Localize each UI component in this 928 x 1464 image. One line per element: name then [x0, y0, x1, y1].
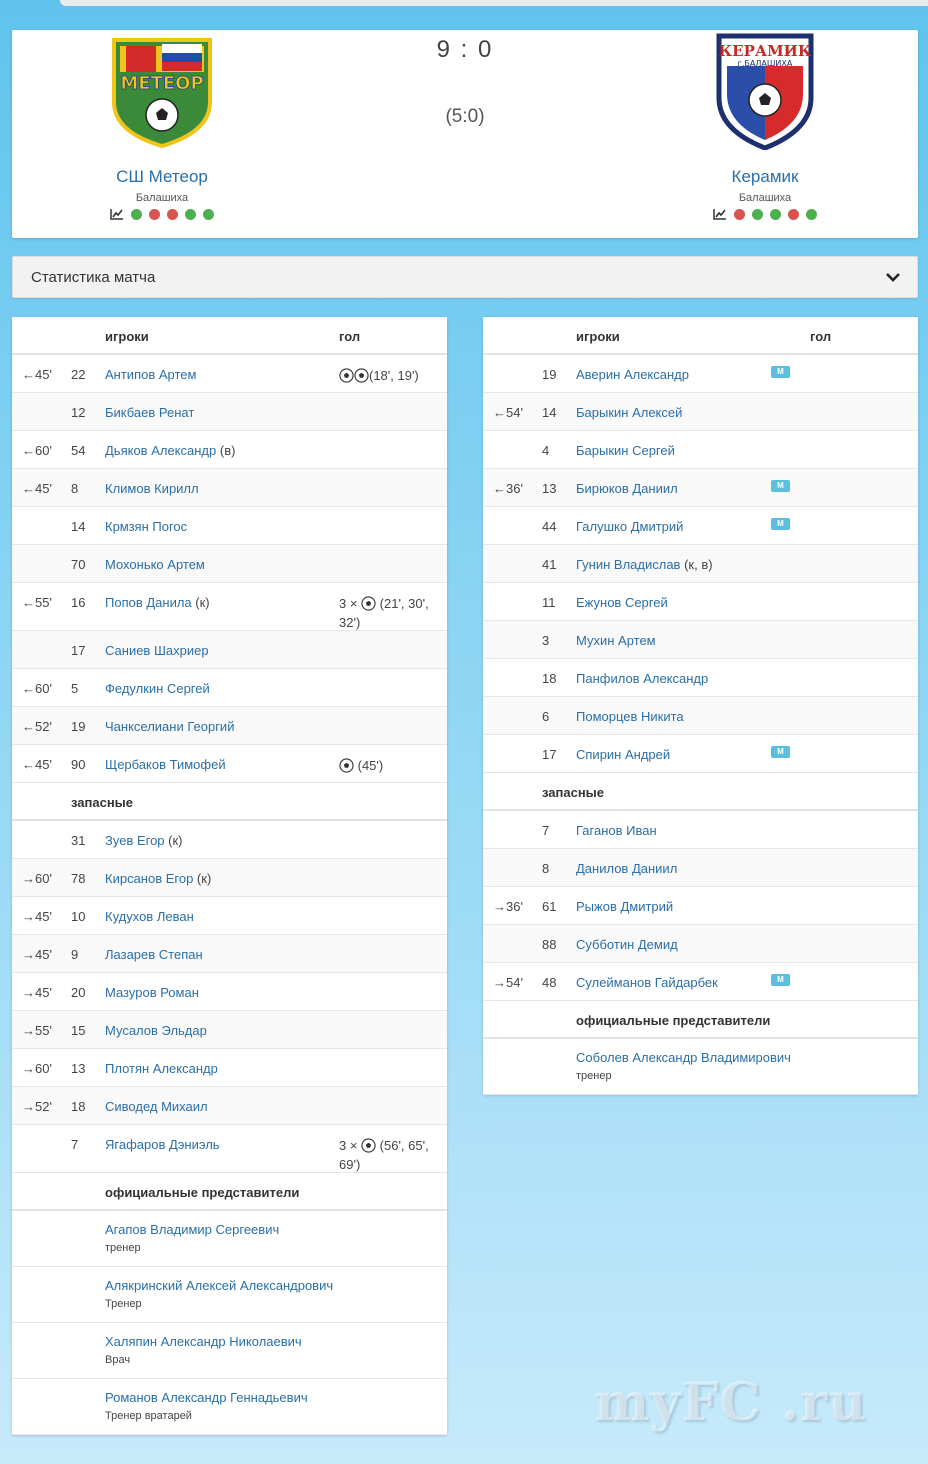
player-number: 22 — [71, 367, 86, 382]
player-row — [483, 545, 918, 583]
medical-badge: М — [771, 518, 790, 530]
staff-name-link[interactable]: Халяпин Александр Николаевич — [105, 1334, 302, 1349]
meteor-logo-icon — [102, 32, 222, 150]
player-name-link[interactable]: Рыжов Дмитрий — [576, 899, 674, 914]
player-name-link[interactable]: Антипов Артем — [105, 367, 197, 382]
match-stats-label: Статистика матча — [31, 269, 156, 286]
player-name-link[interactable]: Ежунов Сергей — [576, 595, 668, 610]
player-row — [483, 507, 918, 545]
player-row — [12, 1125, 447, 1173]
away-lineup-table — [483, 317, 918, 1095]
form-dot — [734, 209, 745, 220]
staff-section-title: официальные представители — [483, 1001, 918, 1039]
player-number: 44 — [542, 519, 557, 534]
player-name-link[interactable]: Крмзян Погос — [105, 519, 188, 534]
player-row — [483, 621, 918, 659]
player-tag: (к) — [193, 871, 212, 886]
player-number: 7 — [71, 1137, 79, 1152]
player-name-link[interactable]: Данилов Даниил — [576, 861, 678, 876]
player-name-link[interactable]: Галушко Дмитрий — [576, 519, 684, 534]
player-number: 20 — [71, 985, 86, 1000]
player-number: 48 — [542, 975, 557, 990]
player-number: 8 — [542, 861, 550, 876]
player-row — [12, 355, 447, 393]
player-number: 4 — [542, 443, 550, 458]
away-team[interactable] — [655, 30, 875, 220]
soccer-ball-icon — [339, 758, 354, 773]
player-row — [12, 973, 447, 1011]
staff-row — [12, 1211, 447, 1267]
substitution-time: ←60' — [22, 681, 52, 696]
substitution-time: →60' — [22, 871, 52, 886]
player-number: 5 — [71, 681, 79, 696]
staff-row — [12, 1323, 447, 1379]
player-number: 17 — [71, 643, 86, 658]
player-name-link[interactable]: Панфилов Александр — [576, 671, 709, 686]
substitution-time: →52' — [22, 1099, 52, 1114]
player-number: 90 — [71, 757, 86, 772]
player-name-link[interactable]: Сулейманов Гайдарбек — [576, 975, 718, 990]
player-row — [483, 697, 918, 735]
substitution-time: ←54' — [493, 405, 523, 420]
player-name-link[interactable]: Кудухов Леван — [105, 909, 194, 924]
player-name-link[interactable]: Поморцев Никита — [576, 709, 684, 724]
player-name-link[interactable]: Климов Кирилл — [105, 481, 199, 496]
player-name-link[interactable]: Сиводед Михаил — [105, 1099, 208, 1114]
player-row — [483, 393, 918, 431]
player-row — [12, 631, 447, 669]
staff-row — [12, 1379, 447, 1435]
player-number: 6 — [542, 709, 550, 724]
player-number: 61 — [542, 899, 557, 914]
player-row — [12, 1087, 447, 1125]
goal-info: 3 × (21', 30', 32') — [339, 596, 429, 630]
player-name-link[interactable]: Барыкин Алексей — [576, 405, 683, 420]
players-column-header: игроки — [576, 329, 620, 344]
player-row — [483, 659, 918, 697]
lineup-header — [483, 317, 918, 355]
player-number: 41 — [542, 557, 557, 572]
player-name-link[interactable]: Саниев Шахриер — [105, 643, 209, 658]
player-number: 14 — [542, 405, 557, 420]
player-row — [12, 707, 447, 745]
player-name-link[interactable]: Лазарев Степан — [105, 947, 203, 962]
soccer-ball-icon — [361, 1138, 376, 1153]
form-dot — [770, 209, 781, 220]
player-name-link[interactable]: Бикбаев Ренат — [105, 405, 195, 420]
substitution-time: →45' — [22, 985, 52, 1000]
subs-section-title: запасные — [483, 773, 918, 811]
player-number: 8 — [71, 481, 79, 496]
substitution-time: ←36' — [493, 481, 523, 496]
medical-badge: М — [771, 974, 790, 986]
player-number: 88 — [542, 937, 557, 952]
player-number: 14 — [71, 519, 86, 534]
player-number: 3 — [542, 633, 550, 648]
player-name-link[interactable]: Субботин Демид — [576, 937, 678, 952]
substitution-time: ←55' — [22, 595, 52, 610]
player-tag: (к) — [191, 595, 210, 610]
player-number: 18 — [542, 671, 557, 686]
player-number: 13 — [542, 481, 557, 496]
player-number: 17 — [542, 747, 557, 762]
player-row — [483, 469, 918, 507]
player-name-link[interactable]: Зуев Егор (к) — [105, 833, 183, 848]
substitution-time: ←60' — [22, 443, 52, 458]
player-name-link[interactable]: Мухин Артем — [576, 633, 656, 648]
player-name-link[interactable]: Плотян Александр — [105, 1061, 218, 1076]
player-number: 15 — [71, 1023, 86, 1038]
player-row — [12, 1011, 447, 1049]
player-name-link[interactable]: Гунин Владислав (к, в) — [576, 557, 713, 572]
player-row — [12, 583, 447, 631]
svg-text:МЕТЕОР: МЕТЕОР — [120, 73, 204, 94]
match-header-card — [12, 30, 918, 238]
player-name-link[interactable]: Аверин Александр — [576, 367, 689, 382]
chevron-down-icon — [885, 270, 901, 284]
player-name-link[interactable]: Спирин Андрей — [576, 747, 671, 762]
staff-name-link[interactable]: Агапов Владимир Сергеевич — [105, 1222, 280, 1237]
player-number: 19 — [542, 367, 557, 382]
player-row — [483, 735, 918, 773]
form-dot — [149, 209, 160, 220]
goal-column-header: гол — [810, 329, 832, 344]
player-tag: (к, в) — [680, 557, 713, 572]
staff-row — [483, 1039, 918, 1095]
player-row — [12, 507, 447, 545]
substitution-time: →45' — [22, 909, 52, 924]
player-row — [483, 583, 918, 621]
substitution-time: ←45' — [22, 367, 52, 382]
player-number: 18 — [71, 1099, 86, 1114]
staff-row — [12, 1267, 447, 1323]
form-dot — [806, 209, 817, 220]
player-row — [483, 887, 918, 925]
soccer-ball-icon — [339, 368, 354, 383]
player-name-link[interactable]: Ягафаров Дэниэль — [105, 1137, 220, 1152]
player-number: 12 — [71, 405, 86, 420]
player-row — [483, 963, 918, 1001]
form-dot — [131, 209, 142, 220]
away-team-name[interactable]: Керамик — [731, 167, 799, 186]
top-strip — [60, 0, 928, 6]
player-name-link[interactable]: Дьяков Александр (в) — [105, 443, 236, 458]
player-name-link[interactable]: Федулкин Сергей — [105, 681, 210, 696]
player-number: 19 — [71, 719, 86, 734]
player-row — [12, 545, 447, 583]
medical-badge: М — [771, 366, 790, 378]
home-form — [52, 208, 272, 220]
goal-info: 3 × (56', 65', 69') — [339, 1138, 429, 1172]
svg-text:КЕРАМИК: КЕРАМИК — [718, 42, 812, 60]
substitution-time: ←52' — [22, 719, 52, 734]
substitution-time: →55' — [22, 1023, 52, 1038]
player-number: 9 — [71, 947, 79, 962]
player-row — [12, 821, 447, 859]
player-row — [12, 469, 447, 507]
substitution-time: →36' — [493, 899, 523, 914]
player-number: 7 — [542, 823, 550, 838]
svg-text:г.БАЛАШИХА: г.БАЛАШИХА — [737, 59, 793, 68]
goal-column-header: гол — [339, 329, 361, 344]
player-name-link[interactable]: Мохонько Артем — [105, 557, 205, 572]
player-number: 70 — [71, 557, 86, 572]
staff-role: тренер — [576, 1070, 612, 1082]
home-lineup-table — [12, 317, 447, 1435]
player-tag: (в) — [216, 443, 236, 458]
staff-name-link[interactable]: Алякринский Алексей Александрович — [105, 1278, 334, 1293]
home-team[interactable] — [52, 30, 272, 220]
player-row — [12, 431, 447, 469]
form-dot — [752, 209, 763, 220]
substitution-time: →60' — [22, 1061, 52, 1076]
players-column-header: игроки — [105, 329, 149, 344]
trend-chart-icon[interactable] — [713, 208, 727, 220]
player-name-link[interactable]: Бирюков Даниил — [576, 481, 678, 496]
player-name-link[interactable]: Мазуров Роман — [105, 985, 199, 1000]
away-team-city: Балашиха — [738, 192, 792, 204]
player-row — [12, 897, 447, 935]
player-name-link[interactable]: Щербаков Тимофей — [105, 757, 226, 772]
player-row — [12, 393, 447, 431]
substitution-time: ←45' — [22, 757, 52, 772]
staff-role: Тренер — [105, 1298, 142, 1310]
halftime-score: (5:0) — [445, 106, 485, 127]
player-row — [483, 849, 918, 887]
player-row — [483, 925, 918, 963]
goal-info: (18', 19') — [339, 366, 439, 385]
staff-role: тренер — [105, 1242, 141, 1254]
player-name-link[interactable]: Чанкселиани Георгий — [105, 719, 235, 734]
away-form — [655, 208, 875, 220]
form-dot — [167, 209, 178, 220]
medical-badge: М — [771, 480, 790, 492]
player-name-link[interactable]: Кирсанов Егор (к) — [105, 871, 212, 886]
watermark: myFC .ru — [594, 1372, 867, 1433]
staff-name-link[interactable]: Романов Александр Геннадьевич — [105, 1390, 308, 1405]
substitution-time: →54' — [493, 975, 523, 990]
player-row — [483, 355, 918, 393]
player-name-link[interactable]: Барыкин Сергей — [576, 443, 675, 458]
substitution-time: →45' — [22, 947, 52, 962]
player-number: 10 — [71, 909, 86, 924]
player-row — [12, 669, 447, 707]
lineup-header — [12, 317, 447, 355]
player-number: 13 — [71, 1061, 86, 1076]
soccer-ball-icon — [361, 596, 376, 611]
staff-name-link[interactable]: Соболев Александр Владимирович — [576, 1050, 791, 1065]
player-number: 16 — [71, 595, 86, 610]
player-name-link[interactable]: Попов Данила (к) — [105, 595, 210, 610]
goal-info: (45') — [339, 756, 439, 775]
player-row — [12, 1049, 447, 1087]
player-number: 78 — [71, 871, 86, 886]
player-number: 54 — [71, 443, 86, 458]
player-name-link[interactable]: Мусалов Эльдар — [105, 1023, 207, 1038]
form-dot — [203, 209, 214, 220]
player-number: 31 — [71, 833, 86, 848]
substitution-time: ←45' — [22, 481, 52, 496]
player-row — [12, 935, 447, 973]
form-dot — [788, 209, 799, 220]
player-name-link[interactable]: Гаганов Иван — [576, 823, 657, 838]
medical-badge: М — [771, 746, 790, 758]
subs-section-title: запасные — [12, 783, 447, 821]
trend-chart-icon[interactable] — [110, 208, 124, 220]
soccer-ball-icon — [354, 368, 369, 383]
staff-section-title: официальные представители — [12, 1173, 447, 1211]
player-tag: (к) — [164, 833, 183, 848]
form-dot — [185, 209, 196, 220]
player-row — [12, 859, 447, 897]
match-stats-toggle[interactable] — [12, 256, 918, 298]
home-team-city: Балашиха — [135, 192, 189, 204]
home-team-name[interactable]: СШ Метеор — [116, 167, 208, 186]
player-number: 11 — [542, 595, 556, 610]
keramik-logo-icon — [705, 32, 825, 150]
player-row — [12, 745, 447, 783]
player-row — [483, 811, 918, 849]
match-score: 9 : 0 — [436, 36, 494, 63]
player-row — [483, 431, 918, 469]
staff-role: Врач — [105, 1354, 131, 1366]
staff-role: Тренер вратарей — [105, 1410, 192, 1422]
